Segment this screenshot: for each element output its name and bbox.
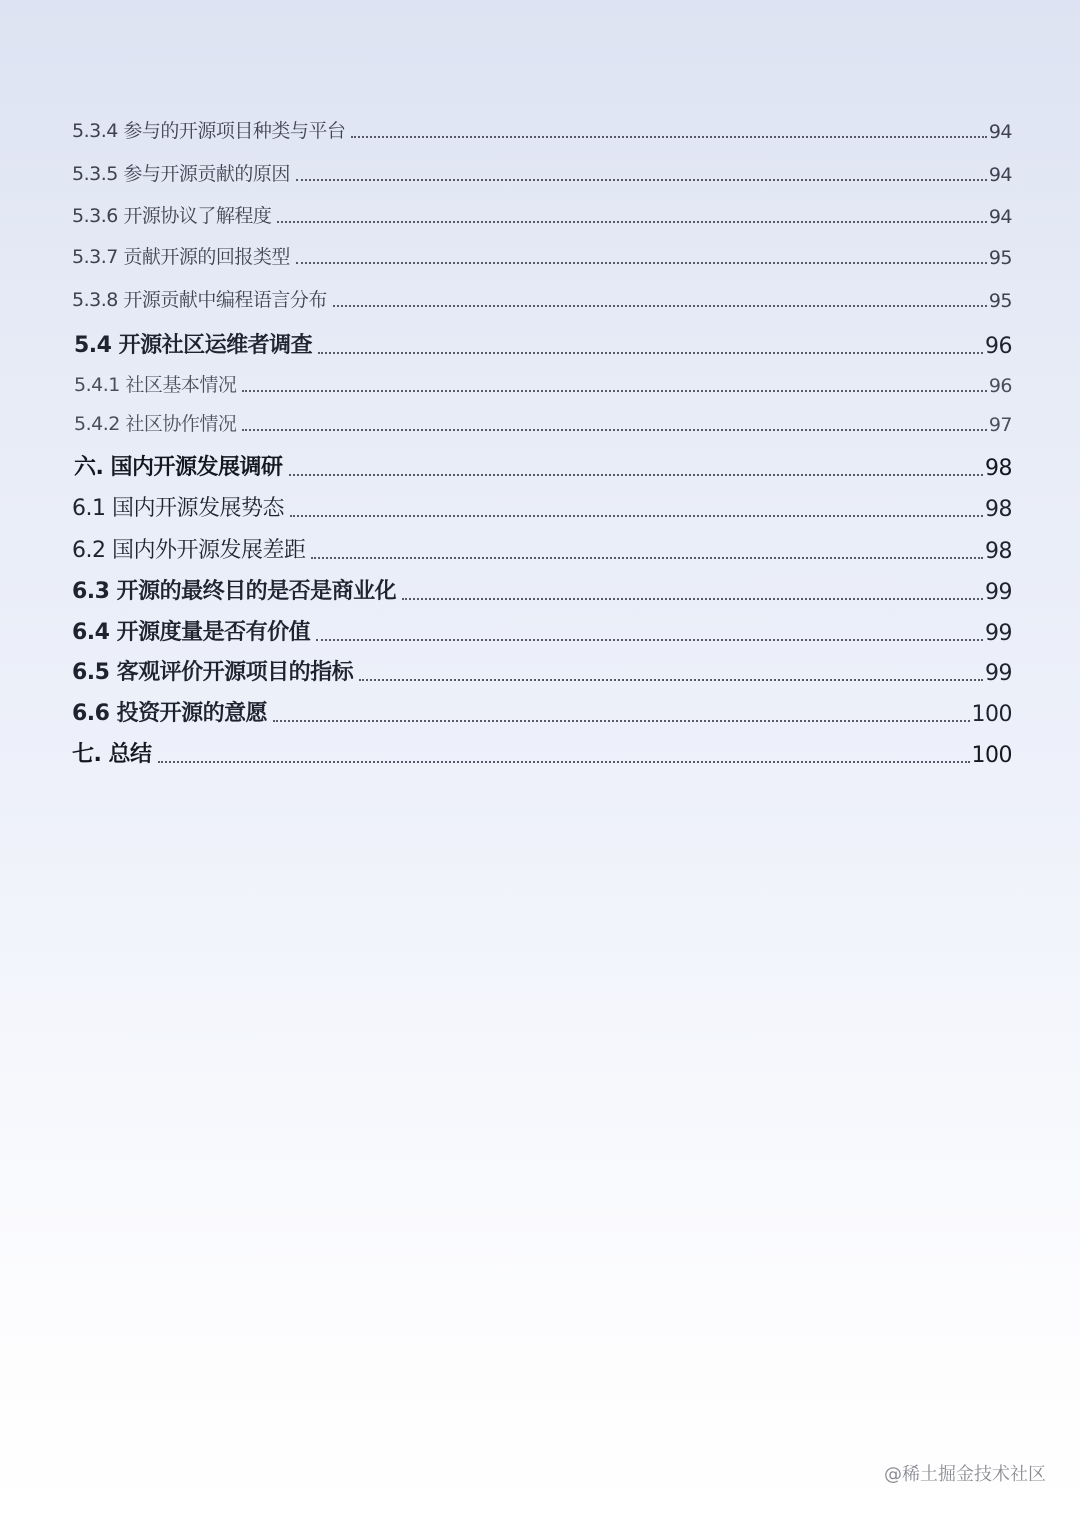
toc-entry[interactable]: [72, 615, 1012, 646]
toc-entry-page: 94: [988, 206, 1012, 228]
toc-entry[interactable]: [72, 116, 1012, 143]
dot-leader: [402, 598, 983, 600]
toc-entry[interactable]: [72, 533, 1012, 564]
toc-entry[interactable]: [74, 328, 1012, 359]
toc-entry-page: 100: [971, 702, 1012, 727]
toc-entry-label: 6.5 客观评价开源项目的指标: [72, 660, 354, 685]
toc-entry-page: 100: [971, 743, 1012, 768]
toc-entry-page: 98: [985, 497, 1012, 522]
toc-entry-label: 七. 总结: [72, 742, 152, 767]
dot-leader: [277, 221, 986, 223]
toc-entry-label: 6.2 国内外开源发展差距: [72, 538, 306, 563]
toc-entry[interactable]: [72, 159, 1012, 186]
dot-leader: [242, 429, 986, 431]
toc-entry[interactable]: [72, 285, 1012, 312]
toc-entry[interactable]: [74, 409, 1012, 436]
toc-entry-page: 95: [988, 247, 1012, 269]
dot-leader: [158, 761, 970, 763]
toc-entry[interactable]: [72, 737, 1012, 768]
toc-entry-label: 5.4.2 社区协作情况: [74, 413, 237, 435]
dot-leader: [316, 639, 983, 641]
toc-entry-label: 5.3.4 参与的开源项目种类与平台: [72, 120, 346, 142]
dot-leader: [296, 262, 987, 264]
dot-leader: [273, 720, 969, 722]
dot-leader: [242, 390, 986, 392]
toc-entry-page: 96: [985, 334, 1012, 359]
toc-entry-page: 97: [988, 414, 1012, 436]
toc-entry-label: 5.3.7 贡献开源的回报类型: [72, 246, 290, 268]
toc-entry[interactable]: [74, 450, 1012, 481]
toc-entry-page: 99: [985, 621, 1012, 646]
toc-entry[interactable]: [72, 491, 1012, 522]
dot-leader: [289, 474, 983, 476]
toc-entry-label: 5.3.6 开源协议了解程度: [72, 205, 272, 227]
toc-entry-label: 5.3.5 参与开源贡献的原因: [72, 163, 290, 185]
toc-entry[interactable]: [72, 242, 1012, 269]
toc-entry-label: 六. 国内开源发展调研: [74, 455, 283, 480]
toc-entry-page: 99: [985, 580, 1012, 605]
toc-entry[interactable]: [74, 370, 1012, 397]
dot-leader: [290, 515, 983, 517]
toc-entry-label: 6.6 投资开源的意愿: [72, 701, 268, 726]
watermark: @稀土掘金技术社区: [884, 1464, 1046, 1485]
toc-entry-page: 99: [985, 661, 1012, 686]
toc-entry[interactable]: [72, 201, 1012, 228]
dot-leader: [296, 179, 987, 181]
toc-entry-label: 6.4 开源度量是否有价值: [72, 620, 311, 645]
toc-entry-page: 95: [988, 290, 1012, 312]
toc-entry-label: 6.1 国内开源发展势态: [72, 496, 284, 521]
toc-entry-page: 98: [985, 456, 1012, 481]
dot-leader: [318, 352, 983, 354]
toc-entry-label: 5.3.8 开源贡献中编程语言分布: [72, 289, 327, 311]
toc-entry-label: 5.4 开源社区运维者调查: [74, 333, 313, 358]
dot-leader: [359, 679, 983, 681]
toc-entry-page: 94: [988, 164, 1012, 186]
toc-entry[interactable]: [72, 655, 1012, 686]
toc-entry-page: 94: [988, 121, 1012, 143]
toc-entry-label: 6.3 开源的最终目的是否是商业化: [72, 579, 397, 604]
dot-leader: [333, 305, 987, 307]
dot-leader: [311, 557, 983, 559]
toc-entry-page: 98: [985, 539, 1012, 564]
toc-entry-page: 96: [988, 375, 1012, 397]
toc-entry[interactable]: [72, 574, 1012, 605]
toc-entry[interactable]: [72, 696, 1012, 727]
toc-entry-label: 5.4.1 社区基本情况: [74, 374, 237, 396]
dot-leader: [351, 136, 986, 138]
